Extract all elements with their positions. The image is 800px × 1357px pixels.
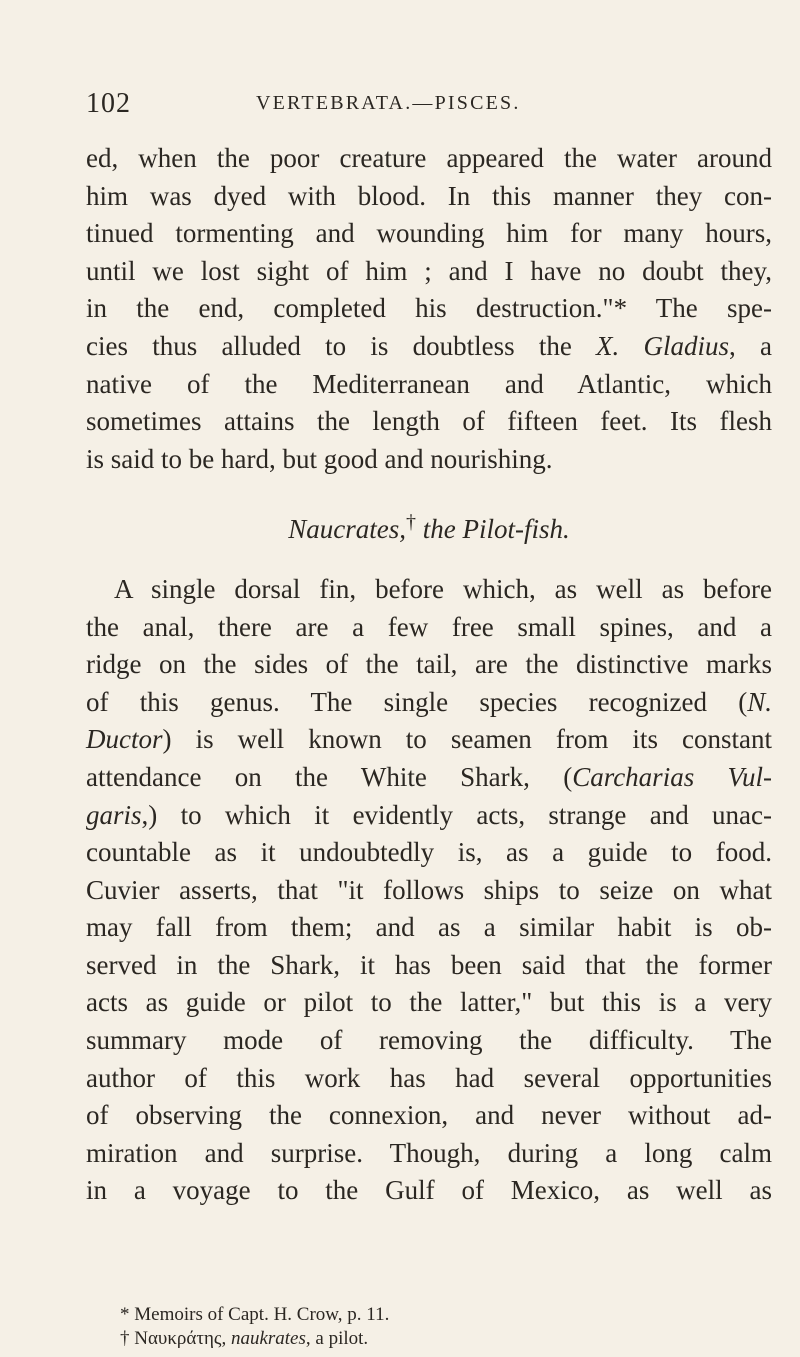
text-line: miration and surprise. Though, during a long calm	[86, 1137, 772, 1168]
text-line: him was dyed with blood. In this manner they con-	[86, 180, 772, 211]
text-line: may fall from them; and as a similar habit is ob-	[86, 912, 772, 943]
text-line: acts as guide or pilot to the latter," but this is a very	[86, 987, 772, 1018]
text-line: garis,) to which it evidently acts, strange and unac-	[86, 799, 772, 830]
text-line: sometimes attains the length of fifteen feet. Its flesh	[86, 406, 772, 437]
text-line: until we lost sight of him ; and I have no doubt they,	[86, 255, 772, 286]
footnotes	[120, 1303, 720, 1351]
text-line: in a voyage to the Gulf of Mexico, as well as	[86, 1175, 772, 1206]
text-line: of this genus. The single species recognized (N.	[86, 686, 772, 717]
text-line: Ductor) is well known to seamen from its constant	[86, 724, 772, 755]
paragraph-1	[86, 140, 772, 478]
text-line: served in the Shark, it has been said that the former	[86, 949, 772, 980]
text-line: native of the Mediterranean and Atlantic, which	[86, 368, 772, 399]
text-line: Cuvier asserts, that "it follows ships to seize on what	[86, 874, 772, 905]
text-line: of observing the connexion, and never without ad-	[86, 1100, 772, 1131]
running-head: VERTEBRATA.—PISCES.	[256, 92, 521, 114]
text-line: author of this work has had several opportunities	[86, 1062, 772, 1093]
text-line: ed, when the poor creature appeared the water around	[86, 143, 772, 173]
text-line: is said to be hard, but good and nourishing.	[86, 443, 553, 474]
text-line: cies thus alluded to is doubtless the X. Gladius, a	[86, 330, 772, 361]
text-line: ridge on the sides of the tail, are the distinctive marks	[86, 649, 772, 680]
text-line: summary mode of removing the difficulty. The	[86, 1025, 772, 1056]
page-header	[86, 88, 766, 128]
text-line: A single dorsal fin, before which, as well as before	[114, 573, 772, 604]
text-line: attendance on the White Shark, (Carcharias Vul-	[86, 761, 772, 792]
text-line: countable as it undoubtedly is, as a guide to food.	[86, 837, 772, 868]
section-heading: Naucrates,† the Pilot-fish.	[288, 511, 570, 545]
text-line: the anal, there are a few free small spines, and a	[86, 611, 772, 642]
text-line: tinued tormenting and wounding him for many hours,	[86, 218, 772, 249]
body-text	[86, 140, 772, 1210]
text-line: in the end, completed his destruction."* The spe-	[86, 293, 772, 324]
paragraph-2	[86, 571, 772, 1210]
footnote: * Memoirs of Capt. H. Crow, p. 11.	[120, 1304, 390, 1325]
footnote: † Ναυκράτης, naukrates, a pilot.	[120, 1328, 369, 1349]
page-number: 102	[86, 88, 131, 119]
